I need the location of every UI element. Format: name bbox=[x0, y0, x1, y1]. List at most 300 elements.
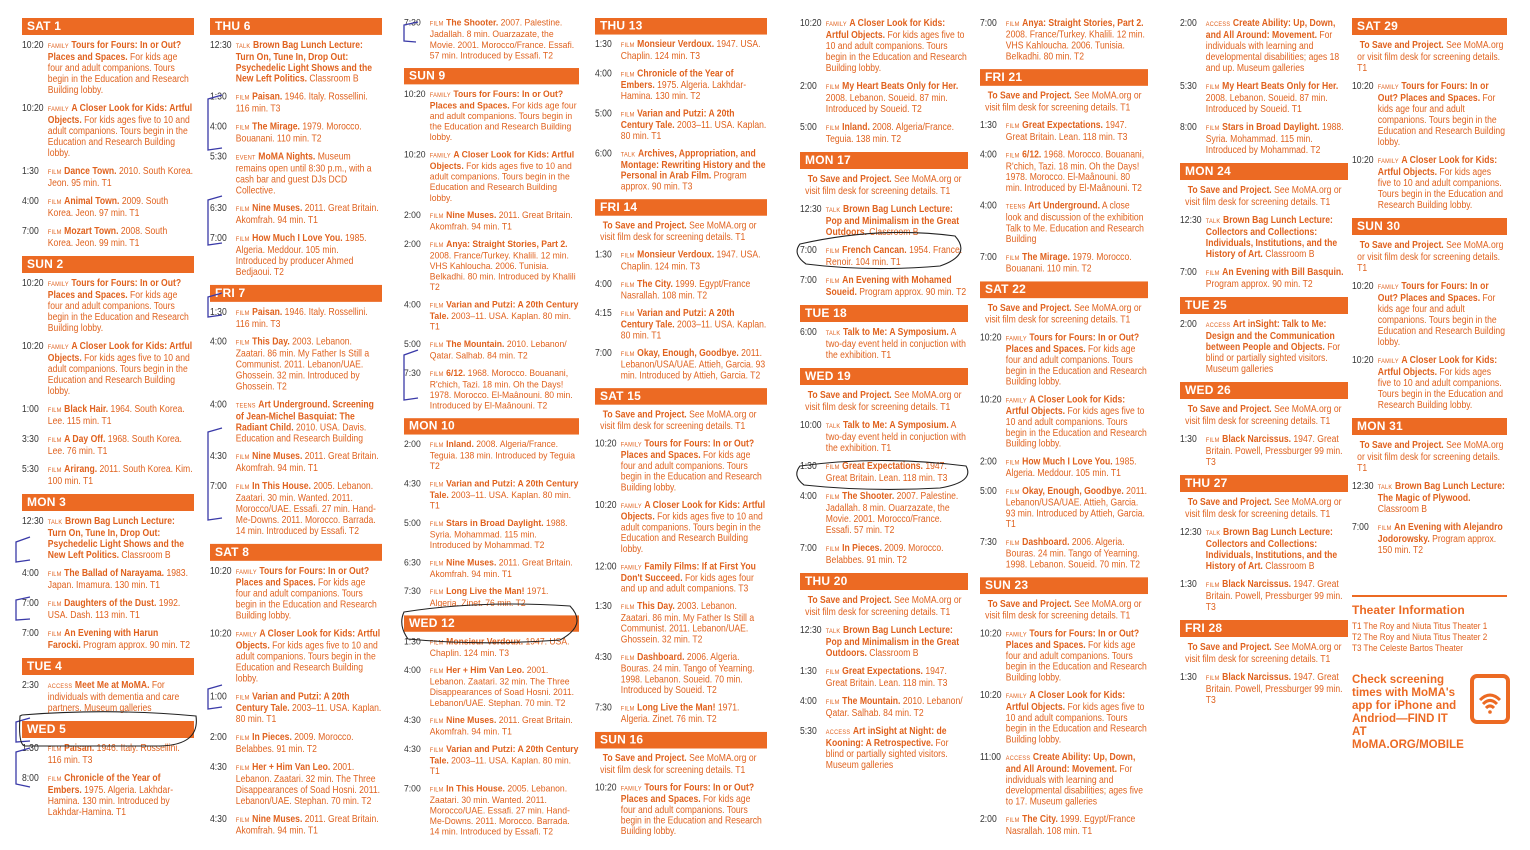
day-header: WED 12 bbox=[404, 615, 579, 631]
event-category: TALK bbox=[825, 628, 841, 635]
event-listing bbox=[404, 150, 579, 204]
event-category: FILM bbox=[825, 248, 840, 255]
event-listing bbox=[22, 341, 194, 397]
event-title: Chronicle of the Year of Embers. bbox=[47, 773, 161, 796]
event-category: FAMILY bbox=[47, 344, 69, 351]
day-header: THU 27 bbox=[1180, 475, 1348, 492]
event-category: FAMILY bbox=[620, 441, 642, 449]
event-category: TALK bbox=[825, 423, 841, 430]
event-title: The City. bbox=[1022, 814, 1058, 826]
event-body bbox=[430, 210, 579, 232]
event-listing bbox=[1352, 240, 1507, 274]
event-listing bbox=[980, 456, 1148, 479]
day-header: WED 19 bbox=[800, 368, 968, 385]
event-time: 10:20 bbox=[22, 40, 44, 51]
event-title: Anya: Straight Stories, Part 2. bbox=[446, 239, 568, 250]
event-time: 6:00 bbox=[800, 327, 817, 338]
event-listing bbox=[1180, 81, 1348, 115]
event-body bbox=[1378, 355, 1507, 411]
event-body bbox=[1006, 18, 1148, 62]
event-title: A Closer Look for Kids: Artful Objects. bbox=[47, 341, 193, 364]
event-listing bbox=[980, 333, 1148, 388]
event-category: FILM bbox=[825, 546, 840, 553]
event-title: Art inSight: Talk to Me: Design and the Communication between People and Objects. bbox=[1205, 319, 1335, 353]
event-body bbox=[621, 149, 767, 193]
event-listing bbox=[980, 537, 1148, 570]
event-title: Tours for Fours: In or Out? Places and Spaces. bbox=[1005, 332, 1140, 356]
event-body bbox=[48, 226, 194, 249]
event-category: FILM bbox=[235, 454, 250, 462]
event-title: Monsieur Verdoux. bbox=[446, 636, 524, 648]
event-listing bbox=[595, 410, 767, 432]
event-category: FAMILY bbox=[1005, 631, 1027, 639]
event-category: FILM bbox=[1205, 125, 1220, 132]
event-listing bbox=[595, 703, 767, 725]
event-body bbox=[1206, 434, 1348, 468]
event-time: 1:30 bbox=[1180, 672, 1197, 683]
event-category: FILM bbox=[620, 351, 635, 358]
event-listing bbox=[404, 665, 579, 708]
event-title: Okay, Enough, Goodbye. bbox=[637, 348, 739, 359]
event-time: 12:30 bbox=[800, 625, 822, 636]
event-title: Brown Bag Lunch Lecture: The Magic of Plywood. bbox=[1377, 481, 1505, 504]
event-listing bbox=[980, 303, 1148, 326]
event-time: 7:30 bbox=[595, 702, 612, 714]
event-category: FAMILY bbox=[825, 21, 847, 28]
event-body bbox=[600, 753, 766, 775]
event-category: FILM bbox=[429, 521, 444, 528]
event-time: 10:20 bbox=[980, 690, 1002, 702]
event-time: 7:00 bbox=[800, 275, 817, 286]
event-body bbox=[1006, 456, 1148, 479]
event-title: Meet Me at MoMA. bbox=[74, 680, 150, 691]
event-listing bbox=[980, 18, 1148, 62]
event-time: 4:15 bbox=[595, 308, 612, 319]
event-listing bbox=[595, 308, 767, 341]
event-listing bbox=[404, 300, 579, 333]
event-title: My Heart Beats Only for Her. bbox=[842, 81, 959, 92]
event-category: FAMILY bbox=[429, 152, 451, 160]
event-details: For kids ages five to 10 and adult companions. Tours begin in the Education and Research Building lobby. bbox=[620, 511, 763, 555]
event-body bbox=[1185, 497, 1347, 520]
event-details: 2011. Great Britain. Akomfrah. 94 min. T1 bbox=[235, 451, 379, 475]
event-body bbox=[826, 18, 968, 74]
event-details: 2011. Great Britain. Akomfrah. 94 min. T1 bbox=[235, 203, 379, 227]
event-listing bbox=[800, 420, 968, 454]
event-listing bbox=[210, 732, 382, 755]
event-body bbox=[621, 308, 767, 341]
event-title: Tours for Fours: In or Out? Places and Spaces. bbox=[429, 89, 564, 112]
event-category: FILM bbox=[1205, 675, 1220, 682]
event-time: 2:30 bbox=[22, 680, 39, 691]
event-title: Daughters of the Dust. bbox=[64, 598, 157, 609]
day-header: THU 6 bbox=[210, 18, 382, 35]
event-listing bbox=[22, 196, 194, 219]
event-listing bbox=[22, 226, 194, 249]
event-title: Black Narcissus. bbox=[1222, 579, 1292, 590]
event-details: For kids ages five to 10 and adult companions. Tours begin in the Education and Research Building lobby. bbox=[825, 30, 967, 74]
event-body bbox=[48, 103, 194, 159]
event-details: 2003–11. USA. Kaplan. 80 min. T1 bbox=[429, 490, 572, 512]
event-category: FILM bbox=[429, 442, 444, 449]
event-title: Paisan. bbox=[64, 743, 95, 754]
event-title: Tours for Fours: In or Out? Places and Spaces. bbox=[1377, 81, 1489, 104]
event-time: 4:00 bbox=[404, 665, 421, 677]
day-header: FRI 21 bbox=[980, 69, 1148, 86]
event-title: To Save and Project. bbox=[987, 90, 1072, 102]
event-listing bbox=[22, 628, 194, 651]
event-details: For individuals with dementia and care partners. Museum galleries bbox=[47, 680, 180, 714]
event-title: To Save and Project. bbox=[987, 598, 1072, 610]
event-title: Brown Bag Lunch Lecture: Collectors and Collections: Individuals, Institutions, and the History of Art. bbox=[1205, 215, 1338, 260]
event-title: Brown Bag Lunch Lecture: Pop and Minimalism in the Great Outdoors. bbox=[825, 625, 960, 659]
event-body bbox=[48, 516, 194, 561]
event-listing bbox=[404, 744, 579, 777]
event-listing bbox=[595, 561, 767, 594]
event-title: Varian and Putzi: A 20th Century Tale. bbox=[620, 308, 735, 331]
event-time: 1:30 bbox=[404, 636, 421, 648]
event-body bbox=[430, 339, 579, 361]
event-time: 4:00 bbox=[595, 68, 612, 80]
event-body bbox=[236, 92, 382, 115]
event-listing bbox=[595, 601, 767, 645]
event-body bbox=[48, 773, 194, 818]
event-body bbox=[826, 696, 968, 719]
event-body bbox=[1378, 81, 1507, 148]
event-time: 5:00 bbox=[404, 518, 421, 529]
event-body bbox=[430, 665, 579, 708]
event-listing bbox=[1180, 642, 1348, 665]
event-body bbox=[236, 814, 382, 837]
event-listing bbox=[980, 91, 1148, 114]
event-details: For kids ages five to 10 and adult companions. Tours begin in the Education and Research Building lobby. bbox=[1005, 702, 1147, 746]
event-category: ACCESS bbox=[47, 683, 73, 690]
event-body bbox=[236, 151, 382, 196]
event-title: Chronicle of the Year of Embers. bbox=[620, 68, 734, 92]
event-time: 10:20 bbox=[1352, 155, 1374, 166]
event-title: Dashboard. bbox=[1022, 537, 1070, 548]
event-time: 1:30 bbox=[980, 120, 997, 132]
event-time: 2:00 bbox=[404, 239, 421, 250]
event-details: 1971. Algeria. Zinet. 76 min. T2 bbox=[429, 586, 549, 609]
event-body bbox=[826, 204, 968, 238]
event-body bbox=[1006, 201, 1148, 245]
event-body bbox=[1006, 394, 1148, 449]
event-title: Create Ability: Up, Down, and All Around: Movement. bbox=[1205, 18, 1336, 41]
event-details: 2010. Lebanon/ Qatar. Salhab. 84 min. T2 bbox=[825, 696, 963, 719]
event-category: FILM bbox=[825, 278, 840, 285]
event-listing bbox=[404, 210, 579, 232]
event-time: 7:00 bbox=[210, 481, 227, 493]
event-details: Classroom B bbox=[309, 73, 359, 85]
event-time: 4:30 bbox=[595, 652, 612, 663]
event-time: 7:00 bbox=[404, 783, 421, 795]
event-title: Brown Bag Lunch Lecture: Turn On, Tune In, Drop Out: Psychedelic Light Shows and the New Left Politics. bbox=[47, 516, 185, 561]
event-title: Tours for Fours: In or Out? Places and Spaces. bbox=[47, 278, 182, 301]
event-title: Anya: Straight Stories, Part 2. bbox=[1022, 18, 1144, 29]
event-body bbox=[236, 399, 382, 444]
event-listing bbox=[800, 18, 968, 74]
event-time: 1:00 bbox=[210, 691, 227, 703]
day-header: SUN 23 bbox=[980, 577, 1148, 594]
event-details: 2003–11. USA. Kaplan. 80 min. T1 bbox=[620, 120, 767, 142]
event-listing bbox=[22, 773, 194, 818]
event-details: 2011. Lebanon/USA/UAE. Attieh, Garcia. 93 min. Introduced by Attieh, Garcia. T2 bbox=[620, 348, 766, 382]
app-promo[interactable] bbox=[1352, 674, 1512, 752]
event-listing bbox=[595, 39, 767, 61]
event-body bbox=[826, 245, 968, 268]
event-body bbox=[1206, 267, 1348, 290]
event-time: 7:00 bbox=[595, 348, 612, 359]
event-title: Paisan. bbox=[252, 306, 283, 318]
event-title: How Much I Love You. bbox=[1022, 456, 1113, 468]
event-category: FAMILY bbox=[1377, 358, 1399, 365]
event-details: See MoMA.org or visit film desk for screening details. T1 bbox=[1357, 240, 1504, 274]
event-body bbox=[621, 561, 767, 594]
event-category: FILM bbox=[1005, 817, 1020, 825]
event-details: See MoMA.org or visit film desk for screening details. T1 bbox=[1357, 40, 1504, 74]
event-details: 2009. South Korea. Jeon. 97 min. T1 bbox=[47, 196, 169, 219]
event-details: 1947. USA. Chaplin. 124 min. T3 bbox=[620, 249, 761, 273]
event-title: In Pieces. bbox=[252, 732, 292, 744]
event-category: ACCESS bbox=[1005, 755, 1031, 763]
event-body bbox=[621, 348, 767, 381]
event-time: 10:20 bbox=[210, 628, 232, 640]
event-listing bbox=[595, 439, 767, 494]
event-time: 1:30 bbox=[22, 166, 39, 177]
event-category: FAMILY bbox=[1377, 84, 1399, 91]
event-details: 2001. Lebanon. Zaatari. 32 min. The Three Disappearances of Soad Hosni. 2011. Lebanon/UAE. Stephan. 70 min. T2 bbox=[429, 665, 575, 709]
event-details: 2011. South Korea. Kim. 100 min. T1 bbox=[47, 464, 193, 487]
event-details: 1947. Great Britain. Powell, Pressburger 99 min. T3 bbox=[1205, 672, 1343, 706]
event-time: 4:30 bbox=[404, 744, 421, 755]
event-listing bbox=[800, 491, 968, 536]
event-listing bbox=[800, 595, 968, 618]
calendar-column bbox=[1180, 18, 1348, 713]
event-listing bbox=[980, 599, 1148, 622]
event-time: 1:30 bbox=[800, 461, 817, 472]
event-category: FILM bbox=[825, 125, 840, 132]
event-listing bbox=[595, 753, 767, 775]
event-body bbox=[48, 166, 194, 189]
event-title: Talk to Me: A Symposium. bbox=[842, 327, 949, 338]
event-details: 1947. Great Britain. Powell, Pressburger 99 min. T3 bbox=[1205, 434, 1343, 468]
event-details: 1947. Great Britain. Lean. 118 min. T3 bbox=[825, 666, 948, 689]
day-header: SUN 16 bbox=[595, 732, 767, 749]
event-listing bbox=[404, 439, 579, 472]
event-title: The Shooter. bbox=[446, 18, 499, 29]
event-details: Program approx. 90 min. T2 bbox=[859, 287, 967, 298]
day-header: SAT 1 bbox=[22, 18, 194, 35]
event-details: 2007. Palestine. Jadallah. 8 min. Ouarzazate, the Movie. 2001. Morocco/France. Essafi. 57 min. Introduced by Essafi. T2 bbox=[429, 18, 575, 62]
event-listing bbox=[800, 543, 968, 566]
event-title: An Evening with Bill Basquin. bbox=[1222, 267, 1344, 278]
event-title: Black Narcissus. bbox=[1222, 434, 1292, 445]
event-title: How Much I Love You. bbox=[252, 233, 343, 245]
event-listing bbox=[800, 174, 968, 197]
event-time: 4:00 bbox=[404, 299, 421, 311]
event-details: See MoMA.org or visit film desk for screening details. T1 bbox=[985, 303, 1142, 326]
event-category: FILM bbox=[1205, 582, 1220, 589]
day-header: WED 5 bbox=[22, 721, 194, 738]
event-body bbox=[1206, 672, 1348, 706]
event-title: Dashboard. bbox=[637, 652, 685, 663]
event-time: 10:20 bbox=[22, 103, 44, 114]
event-details: 2006. Algeria. Bouras. 24 min. Tango of Yearning. 1998. Lebanon. Soueid. 70 min. T2 bbox=[1005, 537, 1141, 571]
event-title: Tours for Fours: In or Out? Places and Spaces. bbox=[1377, 281, 1489, 304]
event-time: 4:30 bbox=[210, 813, 227, 825]
event-title: This Day. bbox=[637, 601, 675, 613]
event-listing bbox=[210, 92, 382, 115]
event-title: Tours for Fours: In or Out? Places and Spaces. bbox=[620, 438, 755, 462]
event-listing bbox=[595, 652, 767, 696]
event-details: 1947. Great Britain. Lean. 118 min. T3 bbox=[825, 461, 948, 484]
event-listing bbox=[980, 814, 1148, 837]
day-header: MON 3 bbox=[22, 494, 194, 511]
event-category: FILM bbox=[235, 694, 250, 702]
event-listing bbox=[595, 69, 767, 102]
event-time: 12:00 bbox=[595, 561, 617, 573]
event-details: 1946. Italy. Rossellini. 116 min. T3 bbox=[47, 743, 180, 766]
event-title: Mozart Town. bbox=[64, 226, 119, 237]
event-category: FILM bbox=[1005, 488, 1020, 496]
event-details: 1968. South Korea. Lee. 76 min. T1 bbox=[47, 434, 182, 457]
event-listing bbox=[800, 327, 968, 361]
event-title: In This House. bbox=[446, 783, 505, 795]
event-details: 2011. Great Britain. Akomfrah. 94 min. T1 bbox=[429, 715, 573, 738]
event-body bbox=[430, 784, 579, 838]
event-time: 5:00 bbox=[800, 122, 817, 133]
event-body bbox=[430, 587, 579, 609]
event-listing bbox=[800, 726, 968, 771]
event-body bbox=[1357, 440, 1506, 474]
event-time: 5:30 bbox=[22, 464, 39, 475]
event-listing bbox=[404, 518, 579, 551]
event-time: 7:00 bbox=[800, 543, 817, 554]
event-time: 4:30 bbox=[404, 478, 421, 490]
event-category: FILM bbox=[47, 169, 62, 176]
event-category: FILM bbox=[1005, 254, 1020, 262]
event-listing bbox=[210, 337, 382, 393]
event-category: FAMILY bbox=[1005, 335, 1027, 343]
event-category: FILM bbox=[429, 718, 444, 726]
event-title: Great Expectations. bbox=[842, 666, 923, 677]
event-time: 4:00 bbox=[800, 696, 817, 707]
event-category: FILM bbox=[235, 765, 250, 772]
event-category: TEENS bbox=[1005, 203, 1026, 211]
event-time: 7:30 bbox=[404, 368, 421, 379]
event-title: The Mountain. bbox=[446, 339, 505, 350]
event-details: Classroom B bbox=[869, 227, 919, 238]
event-details: 2011. Lebanon/USA/UAE. Attieh, Garcia. 93 min. Introduced by Attieh, Garcia. T1 bbox=[1005, 485, 1148, 531]
event-title: Paisan. bbox=[252, 91, 283, 103]
event-time: 8:00 bbox=[22, 773, 39, 784]
event-listing bbox=[210, 451, 382, 474]
event-listing bbox=[404, 368, 579, 411]
event-title: To Save and Project. bbox=[602, 409, 687, 421]
event-time: 5:30 bbox=[1180, 81, 1197, 92]
calendar-column bbox=[22, 18, 194, 825]
event-listing bbox=[595, 500, 767, 555]
event-category: FILM bbox=[620, 111, 635, 119]
event-body bbox=[236, 481, 382, 537]
day-header: TUE 4 bbox=[22, 658, 194, 675]
event-listing bbox=[210, 233, 382, 278]
event-time: 10:00 bbox=[800, 420, 822, 431]
event-time: 8:00 bbox=[1180, 122, 1197, 133]
event-title: Long Live the Man! bbox=[637, 702, 716, 714]
event-time: 10:20 bbox=[980, 332, 1002, 344]
event-body bbox=[48, 464, 194, 487]
event-body bbox=[48, 404, 194, 427]
event-category: FILM bbox=[1005, 123, 1020, 131]
event-time: 7:00 bbox=[1180, 267, 1197, 278]
event-time: 4:00 bbox=[22, 568, 39, 579]
event-title: To Save and Project. bbox=[987, 303, 1072, 314]
event-details: 2005. Lebanon. Zaatari. 30 min. Wanted. 2011. Morocco/UAE. Essafi. 27 min. Hand-Me-Downs. 2011. Morocco. Barrada. 14 min. Introduced by Essafi. T2 bbox=[429, 783, 570, 838]
event-listing bbox=[1180, 185, 1348, 208]
event-title: Nine Muses. bbox=[252, 813, 303, 825]
event-time: 7:00 bbox=[1352, 522, 1369, 533]
event-category: FILM bbox=[429, 371, 444, 378]
event-category: ACCESS bbox=[1205, 322, 1231, 329]
event-details: See MoMA.org or visit film desk for screening details. T1 bbox=[985, 90, 1142, 114]
event-category: TALK bbox=[620, 151, 636, 159]
event-details: 1979. Morocco. Bouanani. 110 min. T2 bbox=[235, 121, 362, 145]
event-listing bbox=[404, 479, 579, 512]
event-category: TALK bbox=[825, 207, 841, 214]
event-category: FILM bbox=[235, 816, 250, 824]
day-header: MON 31 bbox=[1352, 418, 1507, 435]
event-body bbox=[430, 637, 579, 659]
event-category: FILM bbox=[429, 242, 444, 249]
event-category: FILM bbox=[47, 631, 62, 638]
event-listing bbox=[980, 628, 1148, 683]
event-listing bbox=[22, 464, 194, 487]
event-category: FILM bbox=[620, 42, 635, 50]
event-listing bbox=[22, 680, 194, 714]
event-title: Varian and Putzi: A 20th Century Tale. bbox=[235, 691, 350, 715]
event-details: 1979. Morocco. Bouanani. 110 min. T2 bbox=[1005, 251, 1132, 275]
event-details: For kids age four and adult companions. Tours begin in the Education and Research Building lobby. bbox=[620, 450, 762, 494]
event-body bbox=[1378, 481, 1507, 515]
app-promo-text[interactable]: Check screening times with MoMA's app for iPhone and Andriod—FIND IT AT MoMA.ORG/MOBILE bbox=[1352, 674, 1464, 751]
event-details: For kids age four and adult companions. Tours begin in the Education and Research Building lobby. bbox=[47, 290, 189, 334]
event-time: 12:30 bbox=[210, 39, 232, 51]
day-header: SAT 22 bbox=[980, 281, 1148, 298]
event-category: FAMILY bbox=[620, 785, 642, 793]
event-time: 11:00 bbox=[980, 752, 1001, 764]
event-body bbox=[48, 40, 194, 96]
event-time: 1:30 bbox=[210, 91, 227, 103]
event-body bbox=[1006, 150, 1148, 194]
event-body bbox=[826, 420, 968, 454]
event-time: 4:00 bbox=[595, 279, 612, 290]
event-listing bbox=[595, 221, 767, 243]
event-category: FILM bbox=[47, 571, 62, 578]
event-category: TALK bbox=[235, 42, 251, 50]
event-details: 2011. Great Britain. Akomfrah. 94 min. T1 bbox=[429, 557, 573, 580]
event-category: FILM bbox=[620, 311, 635, 318]
event-details: 1988. Syria. Mohammad. 115 min. Introduced by Mohammad. T2 bbox=[1205, 122, 1344, 156]
event-body bbox=[1185, 185, 1347, 208]
event-body bbox=[1378, 155, 1507, 211]
event-details: 1985. Algeria. Meddour. 105 min. Introduced by producer Ahmed Bedjaoui. T2 bbox=[235, 233, 367, 278]
event-title: Great Expectations. bbox=[1022, 120, 1103, 132]
event-details: 1968. Morocco. Bouanani, R'chich, Tazi. 18 min. Oh the Days! 1978. Morocco. El-Maânouni. 80 min. Introduced by El-Maânouni. T2 bbox=[1005, 149, 1145, 194]
event-listing bbox=[800, 390, 968, 413]
event-category: FILM bbox=[1005, 20, 1020, 28]
